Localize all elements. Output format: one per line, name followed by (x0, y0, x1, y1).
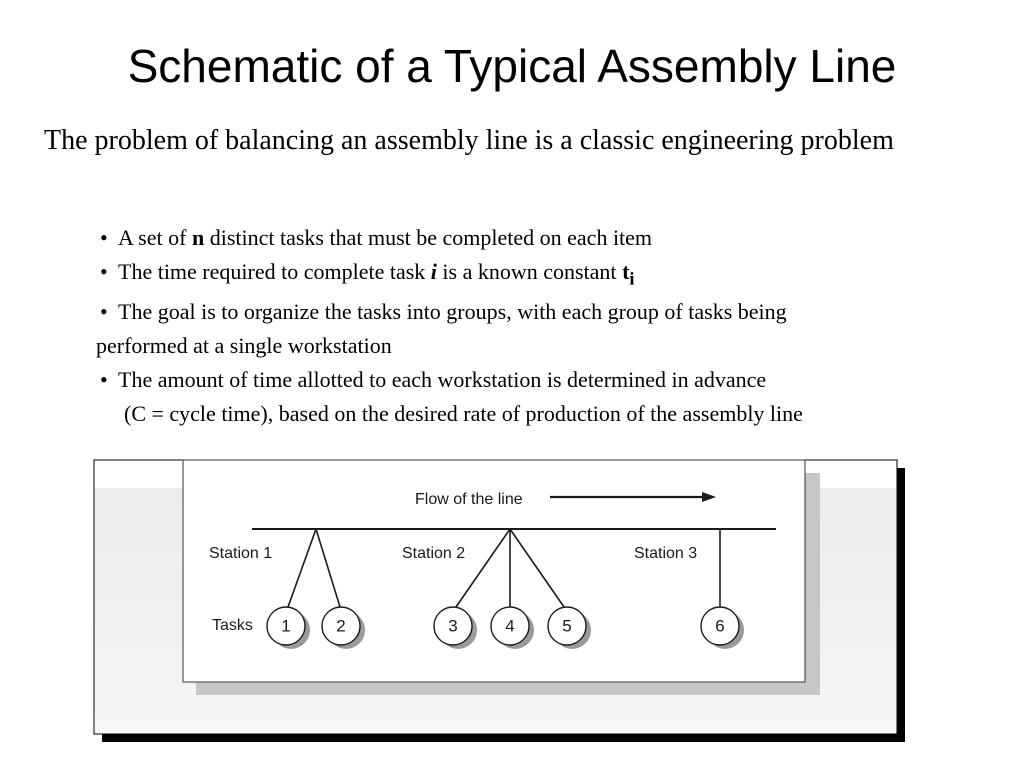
bullet-subscript: i (629, 268, 635, 289)
tasks-label: Tasks (212, 617, 253, 634)
bullet-dot: • (100, 299, 108, 325)
bullet-dot: • (100, 225, 108, 250)
bullet-text: The goal is to organize the tasks into groups, with each group of tasks being (118, 299, 787, 325)
bullet-text-continued: (C = cycle time), based on the desired rate of production of the assembly line (124, 401, 803, 427)
station-label: Station 2 (402, 545, 466, 562)
bullet-dot: • (100, 367, 108, 393)
intro-paragraph: The problem of balancing an assembly line is a classic engineering problem (44, 125, 894, 156)
task-number: 3 (448, 616, 458, 636)
task-number: 4 (505, 616, 515, 636)
bullet-text: The amount of time allotted to each workstation is determined in advance (118, 367, 767, 393)
bullet-bold-italic-term: i (430, 259, 437, 284)
task-number: 5 (562, 616, 572, 636)
bullet-text: The time required to complete task (118, 259, 431, 284)
slide-title: Schematic of a Typical Assembly Line (127, 40, 897, 92)
task-number: 1 (281, 616, 291, 636)
flow-label: Flow of the line (415, 491, 523, 508)
bullet-text-continued: performed at a single workstation (96, 333, 392, 359)
task-number: 2 (336, 616, 346, 636)
bullet-bold-term: t (622, 259, 630, 284)
bullet-text: is a known constant (436, 259, 623, 284)
bullet-bold-term: n (191, 225, 205, 250)
bullet-text: distinct tasks that must be completed on each item (204, 225, 653, 250)
station-label: Station 1 (209, 545, 273, 562)
station-label: Station 3 (634, 545, 698, 562)
bullet-text: A set of (118, 225, 192, 250)
bullet-dot: • (100, 259, 108, 284)
task-number: 6 (715, 616, 725, 636)
